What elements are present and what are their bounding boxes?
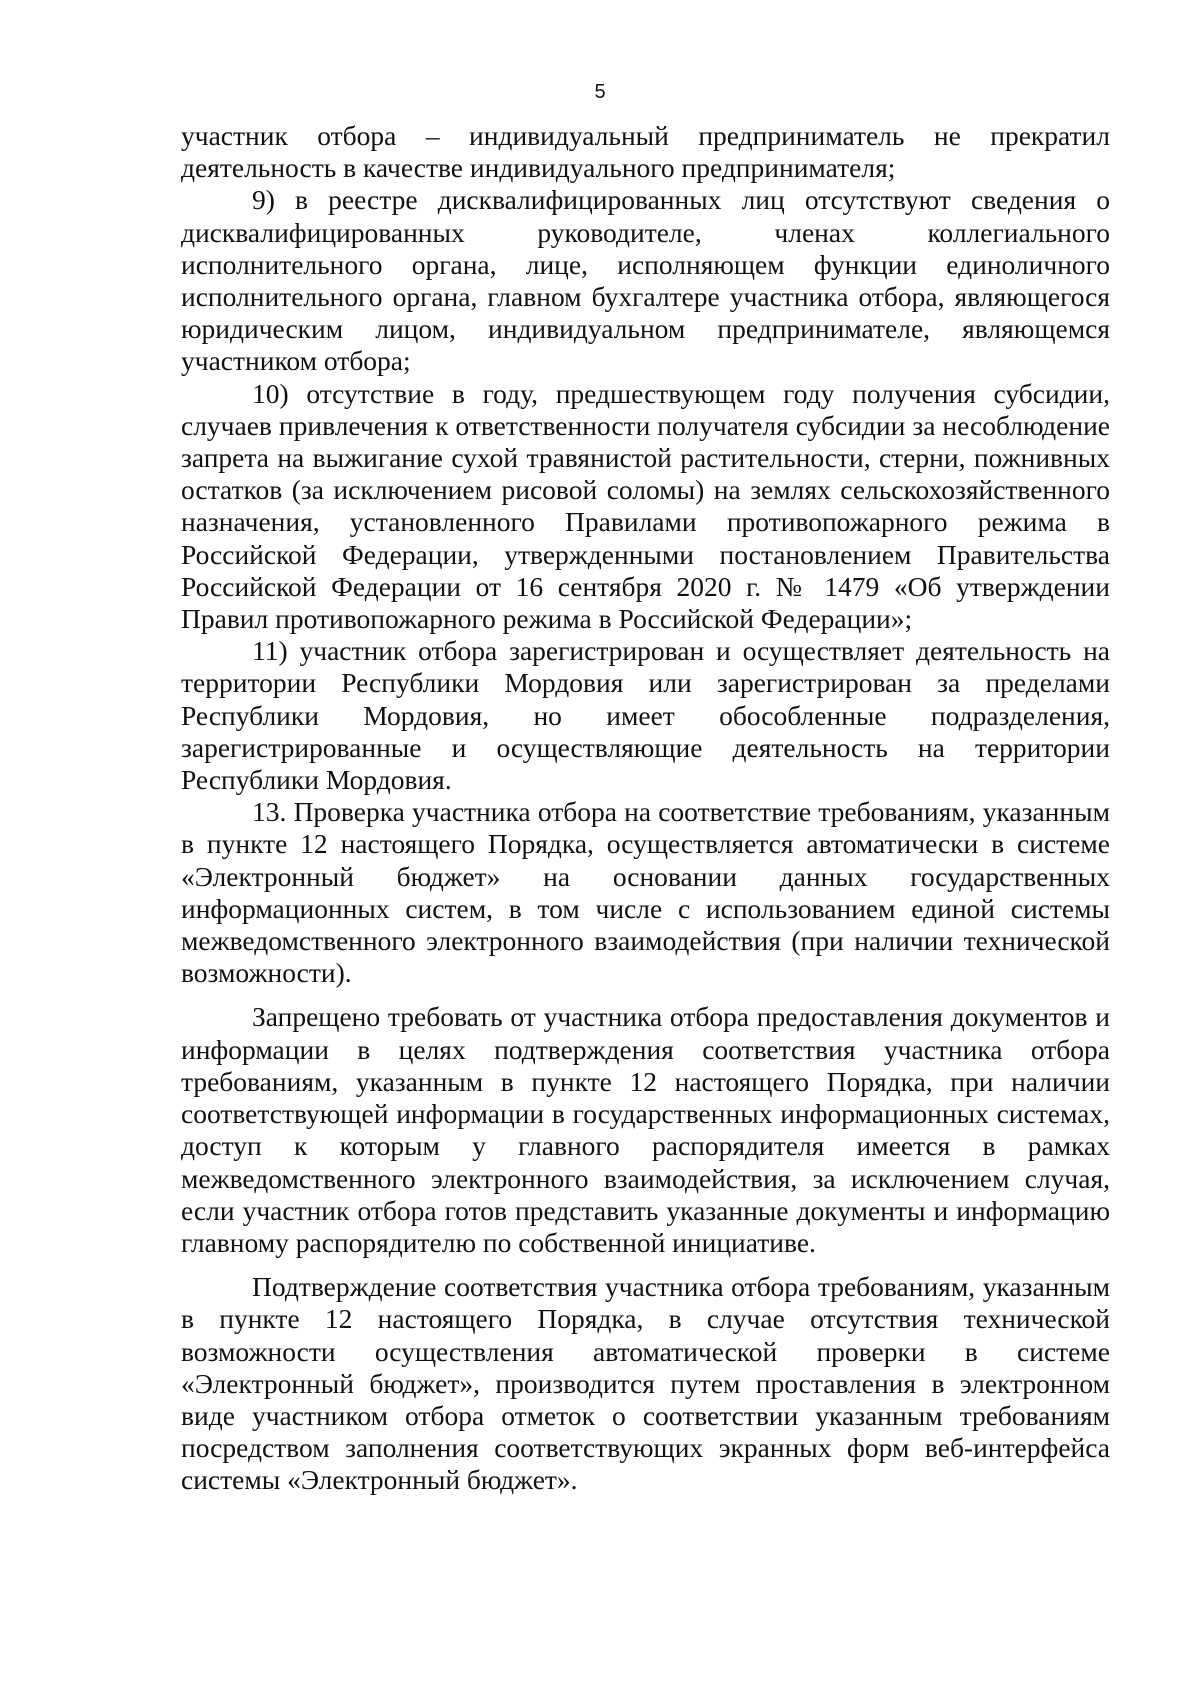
page-number: 5 <box>594 81 606 103</box>
paragraph-item-11: 11) участник отбора зарегистрирован и осуществляет деятельность на территории Республики Мордовия или зарегистрирован за пределами Республики Мордовия, но имеет обособленные подразделения, зарегистрированные и осуществляющие деятельность на территории Республики Мордовия. <box>181 635 1110 796</box>
paragraph-confirmation: Подтверждение соответствия участника отбора требованиям, указанным в пункте 12 настоящего Порядка, в случае отсутствия технической возможности осуществления автоматической проверки в системе «Электронный бюджет», производится путем проставления в электронном виде участником отбора отметок о соответствии указанным требованиям посредством заполнения соответствующих экранных форм веб-интерфейса системы «Электронный бюджет». <box>181 1271 1110 1496</box>
paragraph-clause-13: 13. Проверка участника отбора на соответствие требованиям, указанным в пункте 12 настоящего Порядка, осуществляется автоматически в системе «Электронный бюджет» на основании данных государственных информационных систем, в том числе с использованием единой системы межведомственного электронного взаимодействия (при наличии технической возможности). <box>181 796 1110 989</box>
paragraph-continuation: участник отбора – индивидуальный предприниматель не прекратил деятельность в качестве индивидуального предпринимателя; <box>181 120 1110 184</box>
paragraph-item-9: 9) в реестре дисквалифицированных лиц отсутствуют сведения о дисквалифицированных руководителе, членах коллегиального исполнительного органа, лице, исполняющем функции единоличного исполнительного органа, главном бухгалтере участника отбора, являющегося юридическим лицом, индивидуальном предпринимателе, являющемся участником отбора; <box>181 184 1110 377</box>
paragraph-item-10: 10) отсутствие в году, предшествующем году получения субсидии, случаев привлечения к ответственности получателя субсидии за несоблюдение запрета на выжигание сухой травянистой растительности, стерни, пожнивных остатков (за исключением рисовой соломы) на землях сельскохозяйственного назначения, установленного Правилами противопожарного режима в Российской Федерации, утвержденными постановлением Правительства Российской Федерации от 16 сентября 2020 г. № 1479 «Об утверждении Правил противопожарного режима в Российской Федерации»; <box>181 377 1110 635</box>
paragraph-prohibition: Запрещено требовать от участника отбора предоставления документов и информации в целях подтверждения соответствия участника отбора требованиям, указанным в пункте 12 настоящего Порядка, при наличии соответствующей информации в государственных информационных системах, доступ к которым у главного распорядителя имеется в рамках межведомственного электронного взаимодействия, за исключением случая, если участник отбора готов представить указанные документы и информацию главному распорядителю по собственной инициативе. <box>181 1001 1110 1258</box>
document-body <box>181 120 1110 1497</box>
